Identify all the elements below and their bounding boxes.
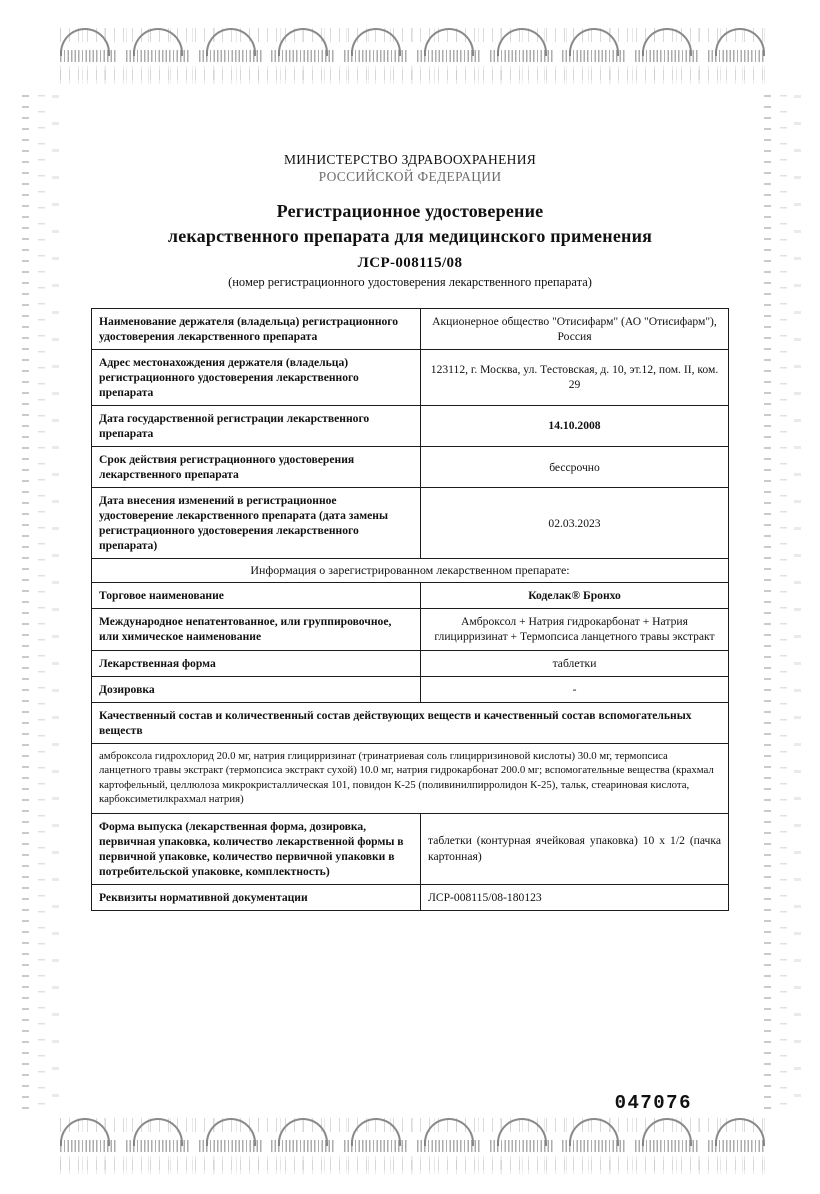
section-header-row	[92, 559, 729, 583]
row-value-registration-date: 14.10.2008	[421, 405, 729, 446]
table-row	[92, 813, 729, 884]
table-row	[92, 676, 729, 702]
page-title	[0, 200, 820, 249]
certificate-table	[91, 308, 729, 911]
row-value-requisites: ЛСР-008115/08-180123	[421, 884, 729, 910]
row-value-holder-name: Акционерное общество "Отисифарм" (АО "Отисифарм"), Россия	[421, 308, 729, 349]
ministry-line-1: МИНИСТЕРСТВО ЗДРАВООХРАНЕНИЯ	[283, 152, 537, 167]
row-label-amendment-date: Дата внесения изменений в регистрационное удостоверение лекарственного препарата (дата замены регистрационного удостоверения лекарственного препарата)	[92, 488, 421, 559]
row-value-trade-name: Коделак® Бронхо	[421, 583, 729, 609]
row-label-registration-date: Дата государственной регистрации лекарственного препарата	[92, 405, 421, 446]
table-row	[92, 609, 729, 650]
row-value-validity-period: бессрочно	[421, 446, 729, 487]
document-title-line-2: лекарственного препарата для медицинского применения	[167, 226, 653, 247]
row-value-holder-address: 123112, г. Москва, ул. Тестовская, д. 10, эт.12, пом. II, ком. 29	[421, 349, 729, 405]
ministry-line-2: РОССИЙСКОЙ ФЕДЕРАЦИИ	[318, 168, 502, 184]
row-label-inn: Международное непатентованное, или группировочное, или химическое наименование	[92, 609, 421, 650]
table-row	[92, 446, 729, 487]
row-label-dosage: Дозировка	[92, 676, 421, 702]
row-value-inn: Амброксол + Натрия гидрокарбонат + Натрия глицирризинат + Термопсиса ланцетного травы экстракт	[421, 609, 729, 650]
row-value-dosage-form: таблетки	[421, 650, 729, 676]
table-row	[92, 884, 729, 910]
row-label-trade-name: Торговое наименование	[92, 583, 421, 609]
row-label-holder-address: Адрес местонахождения держателя (владельца) регистрационного удостоверения лекарственного препарата	[92, 349, 421, 405]
row-label-package-form: Форма выпуска (лекарственная форма, дозировка, первичная упаковка, количество лекарственной формы в первичной упаковке, количество первичной упаковки в потребительской упаковке, комплектность)	[92, 813, 421, 884]
row-value-amendment-date: 02.03.2023	[421, 488, 729, 559]
table-row	[92, 308, 729, 349]
serial-number: 047076	[614, 1092, 692, 1114]
registration-number-caption: (номер регистрационного удостоверения лекарственного препарата)	[228, 274, 592, 289]
row-label-holder-name: Наименование держателя (владельца) регистрационного удостоверения лекарственного препарата	[92, 308, 421, 349]
row-label-dosage-form: Лекарственная форма	[92, 650, 421, 676]
row-label-requisites: Реквизиты нормативной документации	[92, 884, 421, 910]
table-row	[92, 650, 729, 676]
security-border-bottom	[60, 1118, 765, 1176]
composition-header-row	[92, 702, 729, 743]
table-row	[92, 488, 729, 559]
table-row	[92, 583, 729, 609]
registration-number: ЛСР-008115/08	[357, 254, 463, 271]
ministry-heading	[0, 152, 820, 186]
composition-row	[92, 743, 729, 813]
row-value-dosage: -	[421, 676, 729, 702]
section-header-registered-product: Информация о зарегистрированном лекарственном препарате:	[92, 559, 729, 583]
composition-text: амброксола гидрохлорид 20.0 мг, натрия глицирризинат (тринатриевая соль глицирризиновой кислоты) 30.0 мг, термопсиса ланцетного травы экстракт (термопсиса экстракт сухой) 10.0 мг, натрия гидрокарбонат 200.0 мг; вспомогательные вещества (крахмал картофельный, целлюлоза микрокристаллическая 101, повидон К-25 (поливинилпирролидон К-25), тальк, стеариновая кислота, карбоксиметилкрахмал натрия)	[92, 743, 729, 813]
table-row	[92, 405, 729, 446]
table-row	[92, 349, 729, 405]
row-label-validity-period: Срок действия регистрационного удостоверения лекарственного препарата	[92, 446, 421, 487]
row-value-package-form: таблетки (контурная ячейковая упаковка) 10 х 1/2 (пачка картонная)	[421, 813, 729, 884]
composition-header: Качественный состав и количественный состав действующих веществ и качественный состав вспомогательных веществ	[92, 702, 729, 743]
document-title-line-1: Регистрационное удостоверение	[276, 200, 544, 221]
